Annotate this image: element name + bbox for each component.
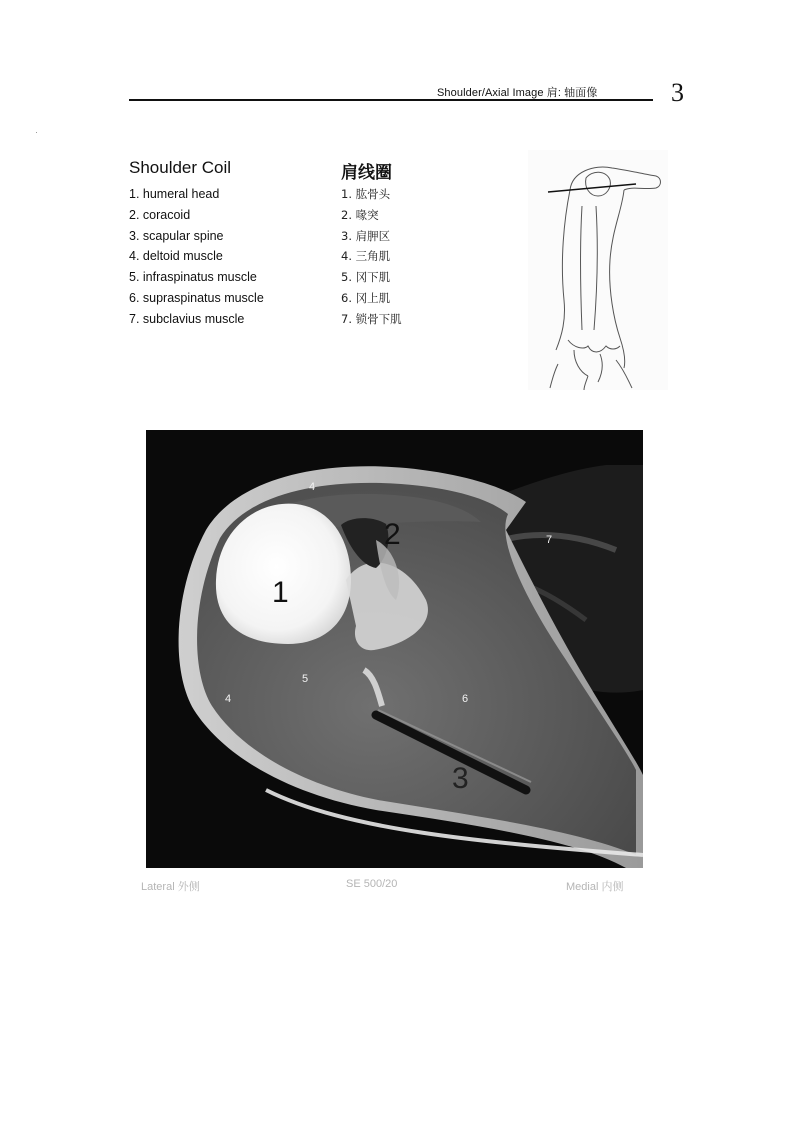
caption-sequence: SE 500/20	[346, 878, 398, 890]
figure-label-supraspinatus: 6	[462, 693, 469, 705]
caption-lateral: Lateral 外侧	[141, 881, 200, 893]
page-number: 3	[671, 78, 684, 107]
legend-item: 7. subclavius muscle	[129, 311, 245, 326]
legend-item: 5. infraspinatus muscle	[129, 270, 257, 285]
figure-label-deltoid-top: 4	[309, 481, 316, 493]
legend-item-zh: 1. 肱骨头	[341, 187, 391, 201]
legend-title-en: Shoulder Coil	[129, 158, 232, 177]
legend-item-zh: 2. 喙突	[341, 207, 379, 222]
legend-item-zh: 6. 冈上肌	[341, 290, 391, 305]
legend-item-zh: 3. 肩胛区	[341, 228, 391, 243]
figure-label-deltoid-lateral: 4	[225, 693, 232, 705]
legend-item-zh: 4. 三角肌	[341, 249, 391, 264]
header-rule	[129, 99, 653, 101]
figure-label-humeral-head: 1	[272, 576, 289, 609]
mri-axial-image	[146, 430, 643, 868]
figure-label-infraspinatus: 5	[302, 673, 309, 685]
legend-item: 3. scapular spine	[129, 228, 224, 243]
arm-reference-diagram	[528, 150, 668, 390]
legend-item: 1. humeral head	[129, 187, 220, 201]
figure-label-coracoid: 2	[384, 518, 401, 551]
legend-item: 2. coracoid	[129, 207, 191, 222]
figure-label-subclavius: 7	[546, 534, 553, 546]
legend-item: 4. deltoid muscle	[129, 249, 223, 264]
caption-medial: Medial 内侧	[566, 881, 624, 893]
figure-label-scapular-spine: 3	[452, 762, 469, 795]
legend-list-en	[129, 184, 264, 330]
header-title: Shoulder/Axial Image 肩: 轴面像	[437, 87, 598, 99]
stray-dot	[36, 132, 37, 133]
legend-item: 6. supraspinatus muscle	[129, 290, 264, 305]
legend-list-zh	[341, 184, 402, 330]
legend-item-zh: 5. 冈下肌	[341, 270, 391, 285]
legend-item-zh: 7. 锁骨下肌	[341, 311, 402, 326]
legend-title-zh: 肩线圈	[341, 163, 392, 183]
